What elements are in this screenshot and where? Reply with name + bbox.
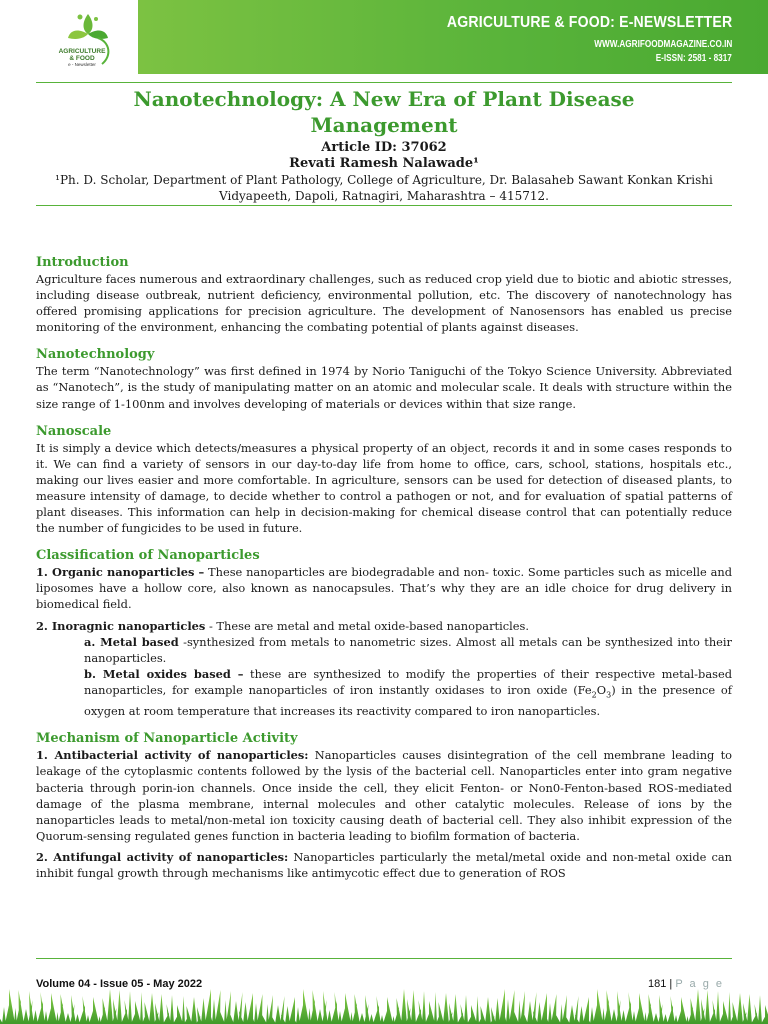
antifungal-text: Nanoparticles particularly the metal/metal oxide and non-metal oxide can inhibit fungal growth through mechanisms like antimycotic effect due to generation of ROS — [36, 849, 733, 880]
footer-divider — [36, 958, 732, 959]
article-title: Nanotechnology: A New Era of Plant Disease Management — [133, 87, 635, 137]
grass-decoration-icon — [0, 985, 768, 1024]
header-banner — [0, 0, 768, 74]
organic-text: These nanoparticles are biodegradable and non- toxic. Some particles such as micelle and liposomes have a hollow core, also known as nanocapsules. That’s why they are an idle choice for drug delivery in biomedical field. — [36, 565, 733, 612]
page-word: P a g e — [675, 978, 724, 990]
list-item-metal-based — [36, 634, 732, 666]
metal-label: a. Metal based — [84, 634, 179, 649]
heading-nanoscale: Nanoscale — [36, 423, 112, 439]
logo-text-1: AGRICULTURE — [58, 48, 106, 55]
logo-text-2: & FOOD — [69, 55, 95, 62]
volume-issue: Volume 04 - Issue 05 - May 2022 — [36, 978, 203, 990]
list-item-antibacterial — [36, 747, 732, 844]
issn-number: E-ISSN: 2581 - 8317 — [655, 53, 732, 64]
organic-label: 1. Organic nanoparticles – — [36, 565, 205, 580]
paragraph-nanoscale: It is simply a device which detects/measures a physical property of an object, records it and in some cases responds to it. We can find a variety of sensors in our day-to-day life from home to office, cars, school, stations, hospitals etc., making our lives easier and more comfortable. In agriculture, sensors can be used for detection of diseased plants, to measure intensity of damage, to decide whether to control a pathogen or not, and for evaluation of spatial patterns of plant diseases. This information can help in decision-making for chemical disease control that can potentially reduce the number of fungicides to be used in future. — [36, 440, 732, 536]
oxide-sub-1: 2 — [591, 690, 597, 700]
metal-text: -synthesized from metals to nanometric sizes. Almost all metals can be synthesized into their nanoparticles. — [84, 634, 732, 665]
heading-mechanism: Mechanism of Nanoparticle Activity — [36, 731, 298, 747]
antibacterial-text: Nanoparticles causes disintegration of the cell membrane leading to leakage of the cytoplasmic contents followed by the lysis of the bacterial cell. Nanoparticles enter into gram negative bacteria through porin-ion channels. Once inside the cell, they elicit Fenton- or Non0-Fenton-based ROS-mediated damage of the plasma membrane, internal molecules and other catalytic molecules. Release of ions by the nanoparticles leads to metal/non-metal ion toxicity causing death of bacterial cell. They also inhibit expression of the Quorum-sensing regulated genes function in bacteria leading to biofilm formation of bacteria. — [36, 748, 732, 843]
oxide-sub-2: 3 — [606, 690, 612, 700]
author-affiliation: ¹Ph. D. Scholar, Department of Plant Pathology, College of Agriculture, Dr. Balasaheb Sawant Konkan Krishi Vidyapeeth, Dapoli, Ratnagiri, Maharashtra – 415712. — [55, 173, 713, 203]
title-divider — [36, 205, 732, 206]
heading-classification: Classification of Nanoparticles — [36, 548, 260, 564]
article-body — [36, 255, 732, 881]
heading-introduction: Introduction — [36, 255, 129, 270]
newsletter-title: AGRICULTURE & FOOD: E-NEWSLETTER — [446, 14, 732, 31]
logo-text-3: e - Newsletter — [68, 62, 96, 67]
paragraph-nanotechnology: The term “Nanotechnology” was first defined in 1974 by Norio Taniguchi of the Tokyo Science University. Abbreviated as “Nanotech”, is the study of manipulating matter on an atomic and molecular scale. It deals with structure within the size range of 1-100nm and involves developing of materials or devices within that size range. — [36, 364, 732, 411]
antifungal-label: 2. Antifungal activity of nanoparticles: — [36, 849, 289, 864]
list-item-organic — [36, 564, 732, 612]
list-item-inorganic — [36, 618, 732, 634]
inorganic-text: - These are metal and metal oxide-based nanoparticles. — [205, 618, 529, 633]
oxide-text-b: O — [596, 682, 607, 697]
oxide-text-a: these are synthesized to modify the properties of their respective metal-based nanoparticles, for example nanoparticles of iron instantly oxidases to iron oxide (Fe — [84, 666, 732, 697]
article-id: Article ID: 37062 — [321, 140, 447, 155]
antibacterial-label: 1. Antibacterial activity of nanoparticles: — [36, 748, 309, 763]
website-url[interactable]: WWW.AGRIFOODMAGAZINE.CO.IN — [593, 39, 732, 50]
heading-nanotechnology: Nanotechnology — [36, 347, 155, 363]
page-number: 181 — [647, 978, 667, 990]
author-name: Revati Ramesh Nalawade¹ — [289, 156, 479, 171]
oxide-label: b. Metal oxides based – — [84, 666, 244, 681]
list-item-antifungal — [36, 849, 732, 881]
agriculture-food-logo-icon — [52, 8, 124, 72]
list-item-metal-oxides — [36, 666, 732, 720]
paragraph-introduction: Agriculture faces numerous and extraordinary challenges, such as reduced crop yield due to biotic and abiotic stresses, including disease outbreak, nutrient deficiency, environmental pollution, etc. The discovery of nanotechnology has offered promising applications for precision agriculture. The development of Nanosensors has enabled us precise monitoring of the environment, enhancing the combating potential of plants against diseases. — [36, 272, 732, 335]
page-separator: | — [669, 978, 673, 990]
oxide-text-c: ) in the presence of oxygen at room temperature that increases its reactivity compared to iron nanoparticles. — [84, 682, 733, 719]
header-divider — [36, 82, 732, 83]
inorganic-label: 2. Inoragnic nanoparticles — [36, 618, 206, 633]
